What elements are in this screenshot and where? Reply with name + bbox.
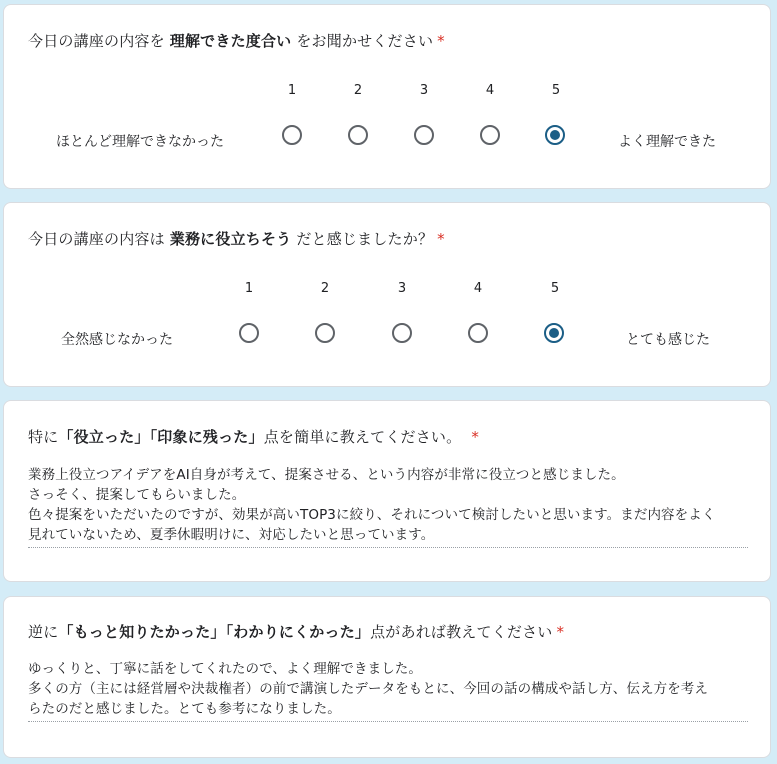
scale-number-2: 2 <box>353 83 363 98</box>
answer-line: らたのだと感じました。とても参考になりました。 <box>28 701 341 717</box>
radio-option-1[interactable] <box>282 125 302 145</box>
title-text: 逆に <box>28 623 59 641</box>
title-emphasis: 業務に役立ちそう <box>169 230 292 248</box>
scale-high-label: とても感じた <box>626 332 710 348</box>
question-card-understanding <box>3 4 771 189</box>
answer-text-field[interactable] <box>28 465 748 548</box>
title-text: 今日の講座の内容を <box>28 32 170 50</box>
question-title <box>28 31 445 51</box>
answer-line: 見れていないため、夏季休暇明けに、対応したいと思っています。 <box>28 527 435 543</box>
question-title <box>28 622 564 642</box>
title-text: 点があれば教えてください <box>370 623 553 641</box>
answer-line: 多くの方（主には経営層や決裁権者）の前で講演したデータをもとに、今回の話の構成や話し方、伝え方を考え <box>28 681 708 697</box>
required-asterisk: * <box>556 623 565 641</box>
scale-number-1: 1 <box>287 83 297 98</box>
scale-number-5: 5 <box>550 281 560 296</box>
title-emphasis: 理解できた度合い <box>169 32 292 50</box>
title-text: 点を簡単に教えてください。 <box>263 428 462 446</box>
scale-low-label: ほとんど理解できなかった <box>56 134 224 150</box>
radio-option-4[interactable] <box>468 323 488 343</box>
answer-line: 業務上役立つアイデアをAI自身が考えて、提案させる、という内容が非常に役立つと感じました。 <box>28 467 625 483</box>
scale-number-5: 5 <box>551 83 561 98</box>
title-text: 特に <box>28 428 59 446</box>
scale-low-label: 全然感じなかった <box>61 332 173 348</box>
question-card-impressions <box>3 400 771 582</box>
radio-option-1[interactable] <box>239 323 259 343</box>
title-text: 今日の講座の内容は <box>28 230 170 248</box>
question-title <box>28 427 479 447</box>
title-emphasis: 「もっと知りたかった」「わかりにくかった」 <box>58 623 371 641</box>
question-title <box>28 229 445 249</box>
scale-number-1: 1 <box>244 281 254 296</box>
title-emphasis: 「役立った」「印象に残った」 <box>58 428 264 446</box>
required-asterisk: * <box>471 428 480 446</box>
scale-number-4: 4 <box>485 83 495 98</box>
scale-number-4: 4 <box>473 281 483 296</box>
scale-number-3: 3 <box>397 281 407 296</box>
answer-line: さっそく、提案してもらいました。 <box>28 487 246 503</box>
radio-option-2[interactable] <box>315 323 335 343</box>
radio-option-3[interactable] <box>414 125 434 145</box>
radio-option-3[interactable] <box>392 323 412 343</box>
radio-option-2[interactable] <box>348 125 368 145</box>
scale-number-2: 2 <box>320 281 330 296</box>
scale-high-label: よく理解できた <box>618 134 716 150</box>
answer-line: 色々提案をいただいたのですが、効果が高いTOP3に絞り、それについて検討したいと思います。まだ内容をよく <box>28 507 716 523</box>
title-text: だと感じましたか？ <box>291 230 434 248</box>
required-asterisk: * <box>437 230 445 248</box>
answer-line: ゆっくりと、丁寧に話をしてくれたので、よく理解できました。 <box>28 661 422 677</box>
required-asterisk: * <box>437 32 445 50</box>
answer-text-field[interactable] <box>28 659 748 722</box>
question-card-improvements <box>3 596 771 758</box>
radio-option-4[interactable] <box>480 125 500 145</box>
radio-option-5-selected[interactable] <box>544 323 564 343</box>
title-text: をお聞かせください <box>291 32 434 50</box>
scale-number-3: 3 <box>419 83 429 98</box>
question-card-usefulness <box>3 202 771 387</box>
radio-option-5-selected[interactable] <box>545 125 565 145</box>
